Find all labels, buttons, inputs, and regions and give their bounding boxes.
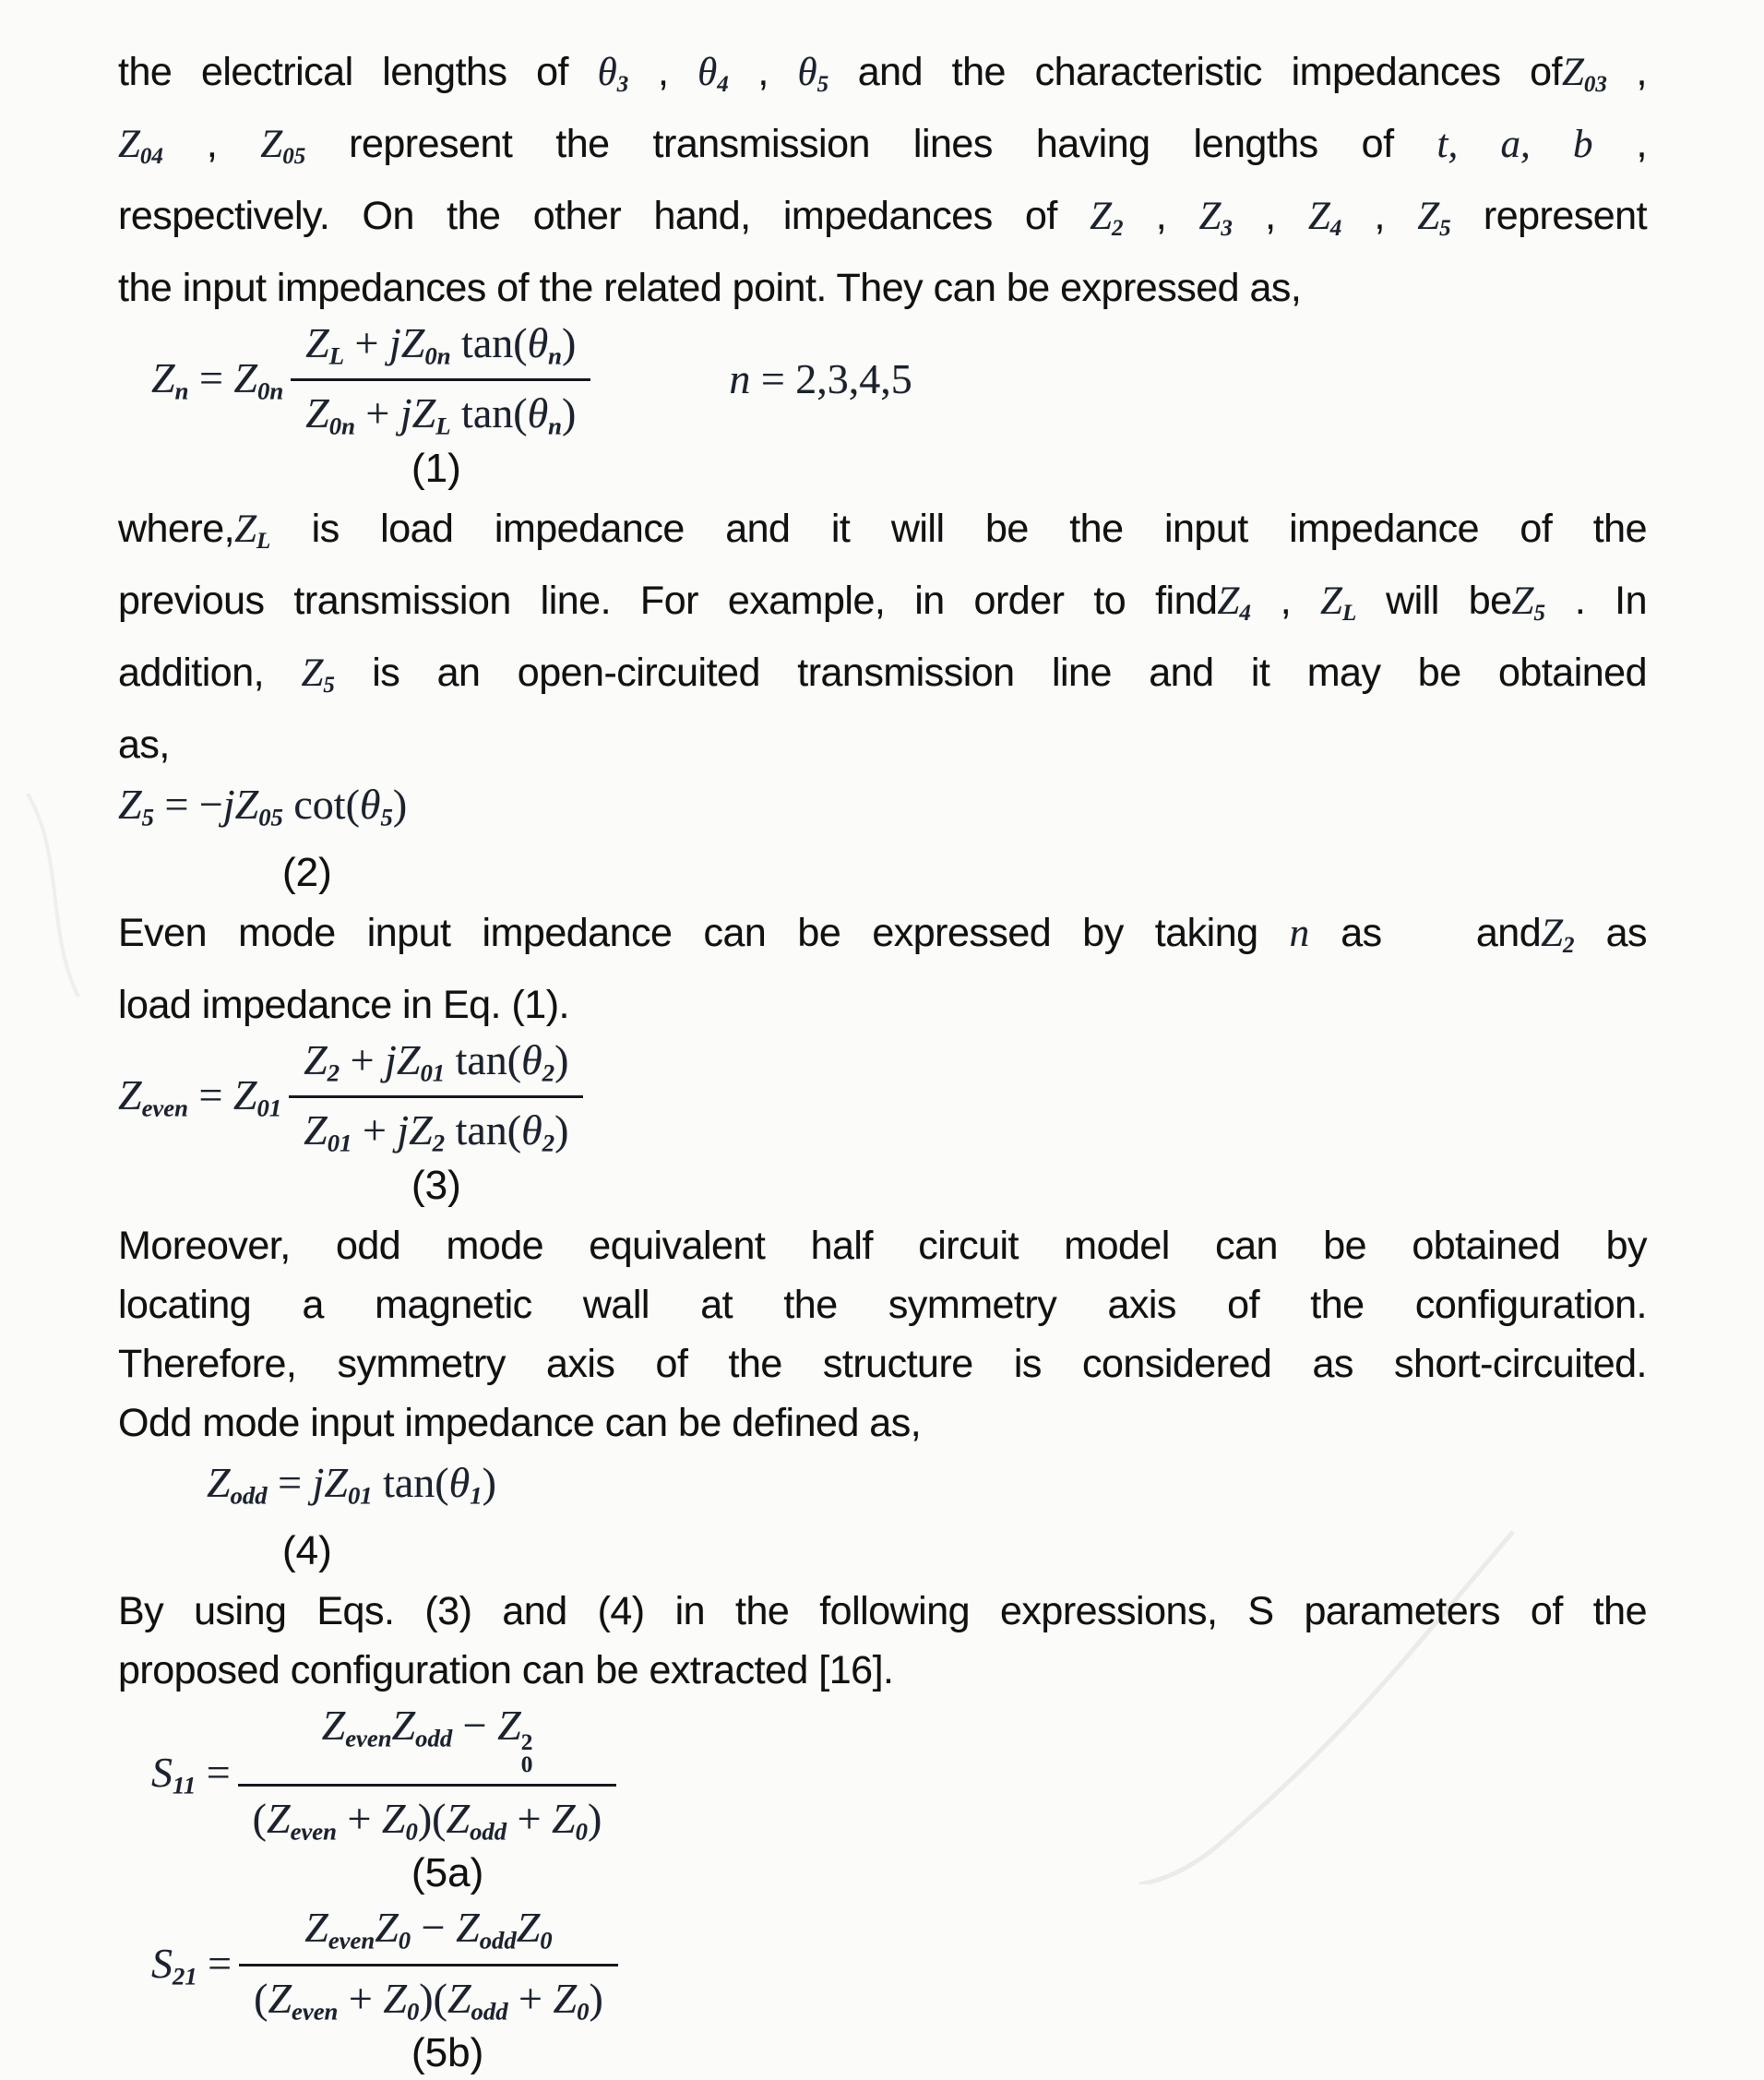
text-line: Even mode input impedance can be expressed by taking n as andZ2 as [118, 910, 1647, 958]
text-line: proposed configuration can be extracted [16]. [118, 1648, 894, 1693]
equation-4-label: (4) [282, 1528, 332, 1574]
text-line: locating a magnetic wall at the symmetry axis of the configuration. [118, 1282, 1647, 1327]
equation-4 [118, 1454, 1647, 1578]
paragraph-5 [118, 1582, 1647, 1700]
text-line: load impedance in Eq. (1). [118, 982, 569, 1027]
text-line: the input impedances of the related point. They can be expressed as, [118, 265, 1302, 310]
fraction [291, 319, 590, 441]
paragraph-1 [118, 42, 1647, 317]
equation-5b [118, 1904, 1647, 2080]
equation-1-label: (1) [411, 445, 461, 491]
paper-crease-line [28, 794, 78, 997]
paragraph-3 [118, 903, 1647, 1034]
equation-3 [118, 1036, 1647, 1213]
text-line: as, [118, 722, 170, 767]
equation-2-label: (2) [282, 849, 332, 895]
equation-2 [118, 776, 1647, 900]
fraction [238, 1702, 617, 1846]
fraction-numerator: ZL + jZ0n tan(θn) [291, 319, 590, 381]
text-line: respectively. On the other hand, impedances of Z2 , Z3 , Z4 , Z5 represent [118, 193, 1648, 241]
equation-5a-formula [118, 1702, 1647, 1846]
text-line: where,ZL is load impedance and it will be the input impedance of the [118, 506, 1647, 554]
text-line: By using Eqs. (3) and (4) in the following expressions, S parameters of the [118, 1589, 1647, 1634]
equation-lhs: Zn = Z0n [151, 354, 284, 405]
fraction-denominator: Z0n + jZL tan(θn) [305, 389, 577, 440]
text-line: Therefore, symmetry axis of the structure is considered as short-circuited. [118, 1341, 1647, 1386]
equation-condition: n = 2,3,4,5 [729, 355, 912, 403]
fraction [289, 1036, 583, 1158]
fraction-numerator: Z2 + jZ01 tan(θ2) [289, 1036, 583, 1098]
text-line: Odd mode input impedance can be defined as, [118, 1400, 922, 1445]
page-content [118, 42, 1647, 2080]
equation-5a-label: (5a) [411, 1850, 484, 1896]
fraction-numerator: ZevenZ0 − ZoddZ0 [239, 1904, 618, 1966]
fraction-numerator: ZevenZodd − Z 2 0 [238, 1702, 617, 1787]
equation-lhs: S21 = [151, 1939, 232, 1990]
text-line: the electrical lengths of θ3 , θ4 , θ5 and the characteristic impedances ofZ03 , [118, 50, 1647, 97]
fraction-denominator: Z01 + jZ2 tan(θ2) [304, 1106, 569, 1157]
paragraph-2 [118, 499, 1647, 774]
equation-3-formula [118, 1036, 1647, 1158]
fraction [239, 1904, 618, 2026]
equation-5b-label: (5b) [411, 2030, 484, 2076]
equation-5a [118, 1702, 1647, 1900]
text-line: Moreover, odd mode equivalent half circuit model can be obtained by [118, 1223, 1647, 1268]
fraction-denominator: (Zeven + Z0)(Zodd + Z0) [252, 1795, 602, 1846]
text-line: addition, Z5 is an open-circuited transmission line and it may be obtained [118, 650, 1647, 698]
equation-5b-formula [118, 1904, 1647, 2026]
equation-2-formula: Z5 = −jZ05 cot(θ5) [118, 780, 408, 831]
equation-1-formula [118, 319, 1647, 441]
equation-1 [118, 319, 1647, 496]
text-line: previous transmission line. For example, in order to findZ4 , ZL will beZ5 . In [118, 578, 1648, 626]
text-line: Z04 , Z05 represent the transmission lines having lengths of t, a, b , [118, 121, 1647, 169]
equation-lhs: Zeven = Z01 [118, 1071, 282, 1122]
equation-lhs: S11 = [151, 1748, 231, 1799]
equation-3-label: (3) [411, 1162, 461, 1208]
equation-4-formula: Zodd = jZ01 tan(θ1) [207, 1458, 496, 1510]
fraction-denominator: (Zeven + Z0)(Zodd + Z0) [254, 1974, 603, 2026]
paragraph-4 [118, 1216, 1647, 1452]
